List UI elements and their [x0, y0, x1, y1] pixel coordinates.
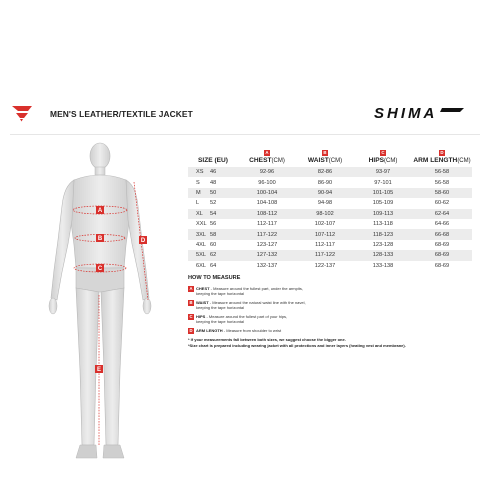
marker-arm-length: [139, 236, 147, 244]
waist-marker: B: [323, 150, 327, 155]
chest-marker: A: [265, 150, 269, 155]
table-row: XS 46 92-96 82-86 93-97 56-58: [188, 167, 472, 177]
table-row: S 48 96-100 86-90 97-101 56-58: [196, 179, 450, 186]
header-size: SIZE (EU): [197, 157, 229, 164]
table-row: 6XL 64 132-137 122-137 133-138 68-69: [196, 262, 450, 269]
body-measurement-figure: [40, 140, 160, 475]
header-hips: C HIPS(CM): [368, 150, 398, 164]
chest-badge: A: [189, 286, 193, 291]
marker-chest: [96, 206, 104, 214]
size-chart-table: [188, 150, 472, 271]
svg-text:E: E: [96, 367, 102, 374]
svg-text:C: C: [97, 266, 103, 273]
measure-item-arm-length: D ARM LENGTH - Measure from shoulder to wrist: [189, 328, 282, 333]
header-chest: A CHEST(CM): [249, 150, 285, 164]
marker-waist: [96, 234, 104, 242]
header-arm-length: D ARM LENGTH(CM): [413, 150, 471, 164]
table-row: L 52 104-108 94-98 105-109 60-62: [196, 200, 450, 207]
page-title: MEN'S LEATHER/TEXTILE JACKET: [50, 109, 193, 119]
table-row: M 50 100-104 90-94 101-105 58-60: [188, 188, 472, 198]
marker-hips: [96, 264, 104, 272]
note-between-sizes: * If your measurements fall between both sizes, we suggest choose the bigger one.: [188, 337, 346, 342]
table-row: 5XL 62 127-132 117-122 128-133 68-69: [188, 250, 472, 260]
svg-text:B: B: [97, 236, 103, 243]
shima-logo: [372, 103, 468, 123]
note-protections: *Size chart is prepared including wearing jacket with all protections and inner layers (heating vest and membrane).: [188, 342, 406, 348]
how-to-measure-title: HOW TO MEASURE: [188, 275, 241, 281]
hips-badge: C: [189, 314, 193, 319]
hips-marker: C: [381, 150, 385, 155]
header-waist: B WAIST(CM): [307, 150, 343, 164]
arm-marker: D: [440, 150, 444, 155]
table-row: XL 54 108-112 98-102 109-113 62-64: [188, 209, 472, 219]
how-to-measure: [188, 275, 488, 348]
waist-badge: B: [189, 300, 193, 305]
marker-e: [95, 365, 103, 373]
table-header-row: [188, 150, 472, 167]
measure-item-waist: B WAIST - Measure around the natural waist line with the navel, keeping the tape horizontal: [189, 300, 306, 310]
header: [0, 100, 490, 130]
measure-item-hips: C HIPS - Measure around the fullest part of your hips, keeping the tape horizontal: [189, 314, 288, 324]
table-row: 4XL 60 123-127 112-117 123-128 68-69: [196, 241, 450, 248]
arm-badge: D: [189, 328, 193, 333]
svg-text:A: A: [97, 208, 103, 215]
svg-text:D: D: [140, 238, 146, 245]
shima-brand-mark-icon: [10, 104, 40, 122]
table-row: 3XL 58 117-122 107-112 118-123 66-68: [188, 229, 472, 239]
header-divider: [10, 134, 480, 135]
table-row: XXL 56 112-117 102-107 113-118 64-66: [196, 221, 450, 228]
measure-item-chest: A CHEST - Measure around the fullest part, under the armpits, keeping the tape horizontal: [189, 286, 303, 296]
logo-wordmark: SHIMA: [374, 105, 438, 122]
